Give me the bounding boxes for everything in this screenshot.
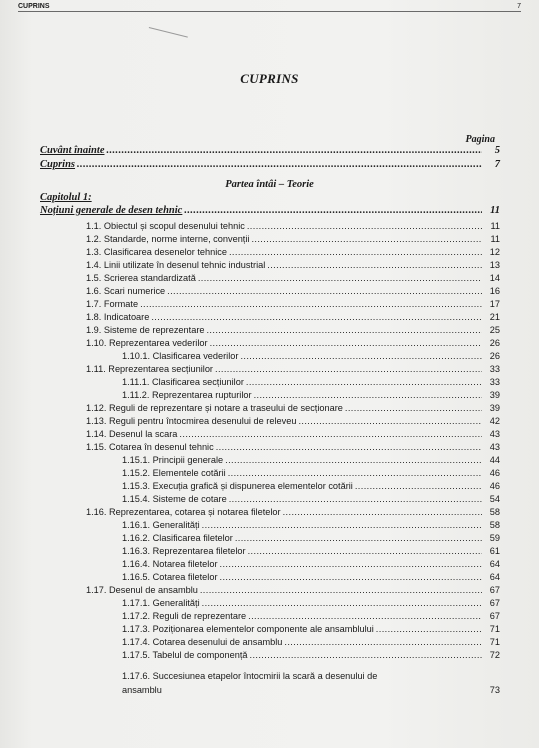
page-title: CUPRINS	[240, 71, 299, 86]
toc-entry-page: 64	[489, 559, 500, 569]
toc-entry-page: 13	[489, 260, 500, 270]
toc-entry	[40, 389, 500, 401]
toc-entry	[40, 402, 500, 414]
toc-entry-label: 1.3. Clasificarea desenelor tehnice	[86, 247, 227, 257]
toc-entry-page: 7	[494, 159, 500, 170]
toc-entry-page: 64	[489, 572, 500, 582]
toc-entry-page: 11	[490, 205, 500, 216]
toc-entry	[40, 519, 500, 531]
toc-entry	[40, 441, 500, 453]
toc-entry-label: 1.14. Desenul la scara	[86, 429, 178, 439]
toc-entry-page: 26	[489, 338, 500, 348]
dot-leader	[247, 220, 482, 232]
toc-entry	[40, 363, 500, 375]
toc-entry	[40, 670, 500, 682]
toc-entry-label: 1.16.2. Clasificarea filetelor	[122, 533, 233, 543]
toc-entry-continuation	[40, 684, 500, 696]
dot-leader	[250, 649, 483, 661]
toc-entry	[40, 376, 500, 388]
dot-leader	[210, 337, 482, 349]
dot-leader	[77, 159, 482, 171]
toc-entry-label: 1.1. Obiectul și scopul desenului tehnic	[86, 221, 245, 231]
dot-leader	[202, 597, 482, 609]
toc-entry-page: 25	[489, 325, 500, 335]
dot-leader	[202, 519, 482, 531]
toc-entry-label: Noțiuni generale de desen tehnic	[40, 205, 183, 216]
toc-entry	[40, 285, 500, 297]
dot-leader	[216, 441, 482, 453]
toc-entry-label: 1.17. Desenul de ansamblu	[86, 585, 198, 595]
dot-leader	[215, 363, 482, 375]
toc-entry	[40, 220, 500, 232]
dot-leader	[200, 584, 482, 596]
toc-entry-page: 21	[489, 312, 500, 322]
dot-leader	[151, 311, 482, 323]
toc-entry-page: 26	[489, 351, 500, 361]
toc-entry	[40, 350, 500, 362]
toc-entry-label: 1.11.2. Reprezentarea rupturilor	[122, 390, 252, 400]
toc-entry-label: 1.15.3. Execuția grafică și dispunerea elementelor cotării	[122, 481, 353, 491]
toc-entry-label: 1.17.1. Generalități	[122, 598, 200, 608]
toc-entry-page: 43	[489, 442, 500, 452]
part-title: Partea întâi – Teorie	[225, 179, 314, 190]
toc-entry	[40, 337, 500, 349]
toc-entry	[40, 467, 500, 479]
toc-entry-label: Cuprins	[40, 159, 76, 170]
toc-entry-page: 58	[489, 520, 500, 530]
toc-entry-label: 1.11. Reprezentarea secțiunilor	[86, 364, 213, 374]
toc-entry-label: 1.15. Cotarea în desenul tehnic	[86, 442, 214, 452]
toc-entry	[40, 480, 500, 492]
header-page-number: 7	[517, 3, 521, 10]
page-column-heading: Pagina	[465, 134, 495, 145]
toc-entry	[40, 246, 500, 258]
dot-leader	[248, 545, 482, 557]
dot-leader	[298, 415, 482, 427]
toc-entry	[40, 532, 500, 544]
dot-leader	[235, 532, 482, 544]
toc-entry-page: 42	[489, 416, 500, 426]
dot-leader	[284, 636, 482, 648]
toc-entry	[40, 623, 500, 635]
toc-entry-page: 46	[489, 468, 500, 478]
dot-leader	[240, 350, 482, 362]
toc-entry-label: 1.10. Reprezentarea vederilor	[86, 338, 208, 348]
toc-entry-page: 39	[489, 403, 500, 413]
toc-entry-label: 1.9. Sisteme de reprezentare	[86, 325, 205, 335]
pencil-mark	[149, 13, 191, 37]
toc-entry-page: 73	[489, 685, 500, 695]
toc-entry-label: 1.4. Linii utilizate în desenul tehnic industrial	[86, 260, 266, 270]
toc-entry	[40, 233, 500, 245]
toc-entry	[40, 610, 500, 622]
dot-leader	[220, 571, 482, 583]
toc-entry-chapter	[40, 205, 500, 217]
toc-entry	[40, 493, 500, 505]
toc-entry-page: 43	[489, 429, 500, 439]
dot-leader	[283, 506, 482, 518]
toc-entry-page: 14	[489, 273, 500, 283]
toc-entry-label: 1.17.5. Tabelul de componență	[122, 650, 248, 660]
toc-entry-label: 1.11.1. Clasificarea secțiunilor	[122, 377, 244, 387]
toc-entry-label: 1.17.6. Succesiunea etapelor întocmirii la scară a desenului de	[122, 671, 378, 681]
dot-leader	[106, 145, 482, 157]
toc-entry-page: 17	[489, 299, 500, 309]
header-section-title: CUPRINS	[18, 3, 50, 10]
toc-entry-label: 1.17.2. Reguli de reprezentare	[122, 611, 247, 621]
dot-leader	[254, 389, 482, 401]
running-header	[18, 2, 521, 12]
toc-entry-page: 11	[490, 221, 500, 231]
toc-entry-label: 1.15.1. Principii generale	[122, 455, 224, 465]
dot-leader	[184, 205, 482, 217]
dot-leader	[248, 610, 482, 622]
toc-entry	[40, 428, 500, 440]
toc-entry-page: 59	[489, 533, 500, 543]
toc-entry	[40, 454, 500, 466]
toc-entry	[40, 311, 500, 323]
toc-entry-label: 1.13. Reguli pentru întocmirea desenului de releveu	[86, 416, 297, 426]
toc-entry	[40, 584, 500, 596]
toc-entry-page: 12	[489, 247, 500, 257]
dot-leader	[220, 558, 482, 570]
dot-leader	[355, 480, 482, 492]
dot-leader	[267, 259, 482, 271]
toc-entry-label: 1.6. Scari numerice	[86, 286, 166, 296]
toc-entry	[40, 272, 500, 284]
toc-entry-page: 58	[489, 507, 500, 517]
toc-entry-page: 44	[489, 455, 500, 465]
toc-entry-page: 54	[489, 494, 500, 504]
toc-entry	[40, 506, 500, 518]
dot-leader	[228, 467, 482, 479]
toc-entry	[40, 558, 500, 570]
dot-leader	[229, 246, 482, 258]
toc-entry-page: 71	[489, 624, 500, 634]
dot-leader	[140, 298, 482, 310]
toc-entry-label: 1.16. Reprezentarea, cotarea și notarea filetelor	[86, 507, 281, 517]
toc-entry-label: 1.12. Reguli de reprezentare și notare a traseului de secționare	[86, 403, 343, 413]
toc-entry	[40, 324, 500, 336]
toc-entry-page: 16	[489, 286, 500, 296]
dot-leader	[376, 623, 482, 635]
toc-entry-label: ansamblu	[122, 685, 162, 695]
toc-entry-label: 1.2. Standarde, norme interne, convenții	[86, 234, 250, 244]
dot-leader	[246, 376, 482, 388]
dot-leader	[179, 428, 482, 440]
toc-entry-label: 1.17.4. Cotarea desenului de ansamblu	[122, 637, 283, 647]
toc-entry-page: 71	[489, 637, 500, 647]
toc-entry-page: 61	[489, 546, 500, 556]
toc-entry-foreword	[40, 145, 500, 157]
toc-entry-page: 11	[490, 234, 500, 244]
toc-entry-page: 67	[489, 598, 500, 608]
dot-leader	[206, 324, 482, 336]
dot-leader	[167, 285, 482, 297]
toc-entry	[40, 636, 500, 648]
toc-entry	[40, 545, 500, 557]
toc-entry-label: Cuvânt înainte	[40, 145, 105, 156]
toc-entry-label: 1.16.5. Cotarea filetelor	[122, 572, 218, 582]
toc-entry-label: 1.16.3. Reprezentarea filetelor	[122, 546, 246, 556]
dot-leader	[225, 454, 482, 466]
toc-entry-label: 1.10.1. Clasificarea vederilor	[122, 351, 239, 361]
toc-entry-page: 39	[489, 390, 500, 400]
toc-entry-label: 1.17.3. Poziționarea elementelor componente ale ansamblului	[122, 624, 374, 634]
toc-entry-page: 33	[489, 377, 500, 387]
toc-entry-page: 67	[489, 611, 500, 621]
toc-entry	[40, 298, 500, 310]
toc-entry	[40, 597, 500, 609]
toc-entry-label: 1.8. Indicatoare	[86, 312, 150, 322]
toc-entry-label: 1.5. Scrierea standardizată	[86, 273, 196, 283]
toc-entry	[40, 649, 500, 661]
toc-entry-label: 1.16.4. Notarea filetelor	[122, 559, 218, 569]
toc-entry-label: 1.15.4. Sisteme de cotare	[122, 494, 227, 504]
chapter-label: Capitolul 1:	[40, 192, 92, 203]
toc-entry-page: 5	[494, 145, 500, 156]
toc-entry-label: 1.15.2. Elementele cotării	[122, 468, 226, 478]
dot-leader	[229, 493, 482, 505]
toc-entry-page: 33	[489, 364, 500, 374]
toc-entry-page: 46	[489, 481, 500, 491]
toc-entry	[40, 571, 500, 583]
dot-leader	[251, 233, 482, 245]
toc-entry-page: 72	[489, 650, 500, 660]
toc-entry	[40, 415, 500, 427]
toc-entry-page: 67	[489, 585, 500, 595]
toc-entry-contents	[40, 159, 500, 171]
toc-entry-label: 1.7. Formate	[86, 299, 139, 309]
toc-entry	[40, 259, 500, 271]
toc-entry-label: 1.16.1. Generalități	[122, 520, 200, 530]
dot-leader	[198, 272, 482, 284]
dot-leader	[345, 402, 482, 414]
